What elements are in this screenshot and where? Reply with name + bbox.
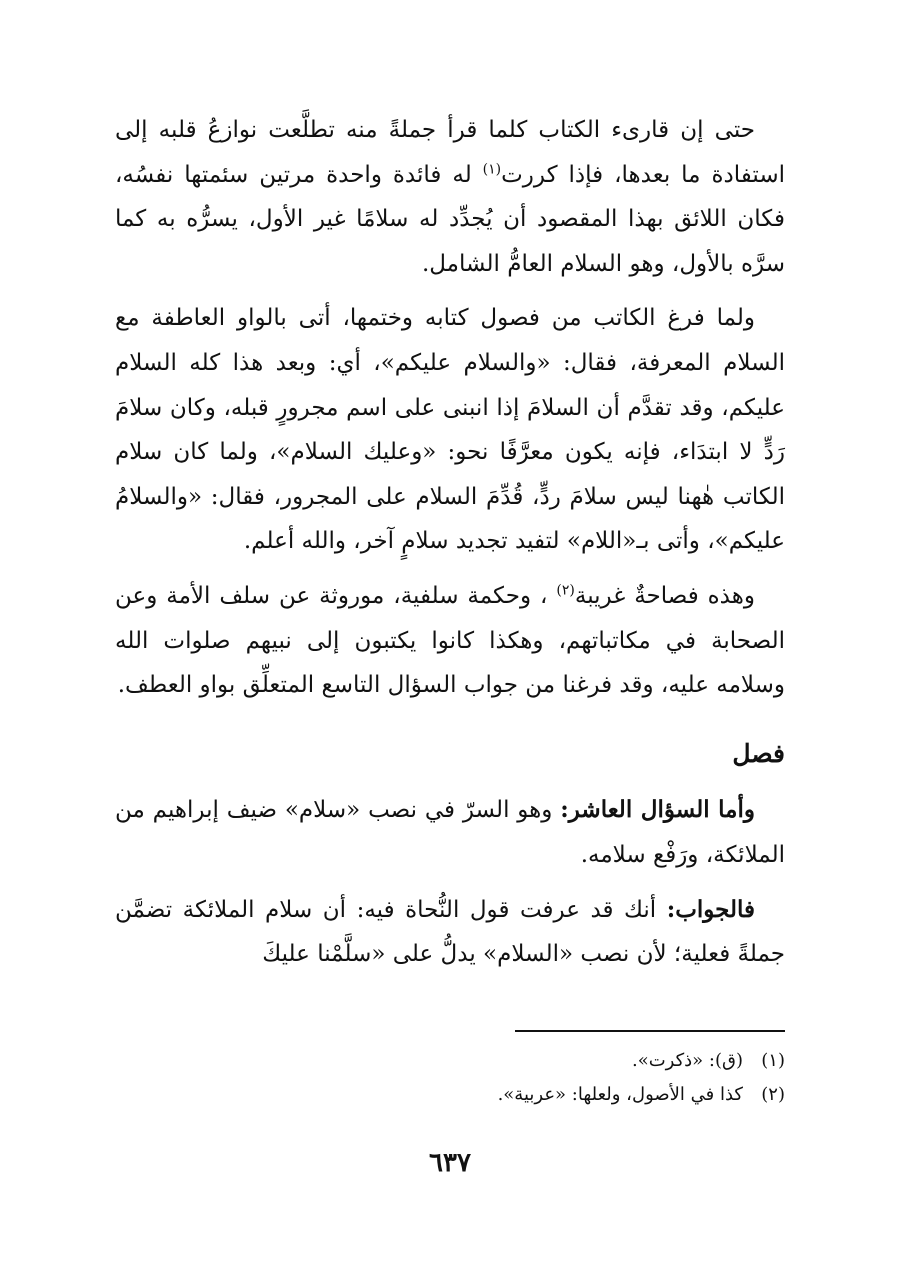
paragraph-3-text-start: وهذه فصاحةٌ غريبة <box>574 582 755 609</box>
footnotes <box>115 1044 785 1112</box>
footnote-ref-2: (٢) <box>556 582 575 599</box>
footnote-1-text: (ق): «ذكرت». <box>631 1050 743 1071</box>
paragraph-1-text-end: له فائدة واحدة مرتين سئمتها نفسُه، فكان اللائق بهذا المقصود أن يُجدِّد له سلامًا غير الأول، يسرُّه به كما سرَّه بالأول، وهو السلام العامُّ الشامل. <box>115 161 785 277</box>
question-paragraph <box>115 788 785 877</box>
footnote-1 <box>115 1044 785 1078</box>
answer-paragraph <box>115 888 785 977</box>
footnote-divider <box>515 1030 785 1032</box>
main-text <box>115 108 785 987</box>
question-lead: وأما السؤال العاشر: <box>560 796 755 824</box>
paragraph-3-text-end: ، وحكمة سلفية، موروثة عن سلف الأمة وعن الصحابة في مكاتباتهم، وهكذا كانوا يكتبون إلى نبيهم صلوات الله وسلامه عليه، وقد فرغنا من جواب السؤال التاسع المتعلِّق بواو العطف. <box>115 582 785 699</box>
footnote-1-number: (١) <box>761 1050 785 1071</box>
paragraph-1 <box>115 108 785 286</box>
paragraph-2: ولما فرغ الكاتب من فصول كتابه وختمها، أتى بالواو العاطفة مع السلام المعرفة، فقال: «والسلام عليكم»، أي: وبعد هذا كله السلام عليكم، وقد تقدَّم أن السلامَ إذا انبنى على اسم مجرورٍ قبله، وكان سلامَ رَدٍّ لا ابتدَاء، فإنه يكون معرَّفًا نحو: «وعليك السلام»، ولما كان سلام الكاتب هٰهنا ليس سلامَ ردٍّ، قُدِّمَ السلام على المجرور، فقال: «والسلامُ عليكم»، وأتى بـ«اللام» لتفيد تجديد سلامٍ آخر، والله أعلم. <box>115 305 785 555</box>
answer-lead: فالجواب: <box>666 895 755 923</box>
answer-text: أنك قد عرفت قول النُّحاة فيه: أن سلام الملائكة تضمَّن جملةً فعلية؛ لأن نصب «السلام» يدلُّ على «سلَّمْنا عليكَ <box>115 896 785 968</box>
footnote-2 <box>115 1078 785 1112</box>
footnote-ref-1: (١) <box>482 160 502 177</box>
footnote-2-text: كذا في الأصول، ولعلها: «عربية». <box>497 1084 743 1105</box>
section-heading: فصل <box>732 738 785 768</box>
question-text: وهو السرّ في نصب «سلام» ضيف إبراهيم من الملائكة، ورَفْع سلامه. <box>115 797 785 868</box>
page-number: ٦٣٧ <box>429 1148 471 1178</box>
footnote-2-number: (٢) <box>761 1084 785 1105</box>
paragraph-1-text-start: حتى إن قارىء الكتاب كلما قرأ جملةً منه تطلَّعت نوازعُ قلبه إلى استفادة ما بعدها، فإذا كررت <box>115 117 785 188</box>
paragraph-3 <box>115 574 785 708</box>
